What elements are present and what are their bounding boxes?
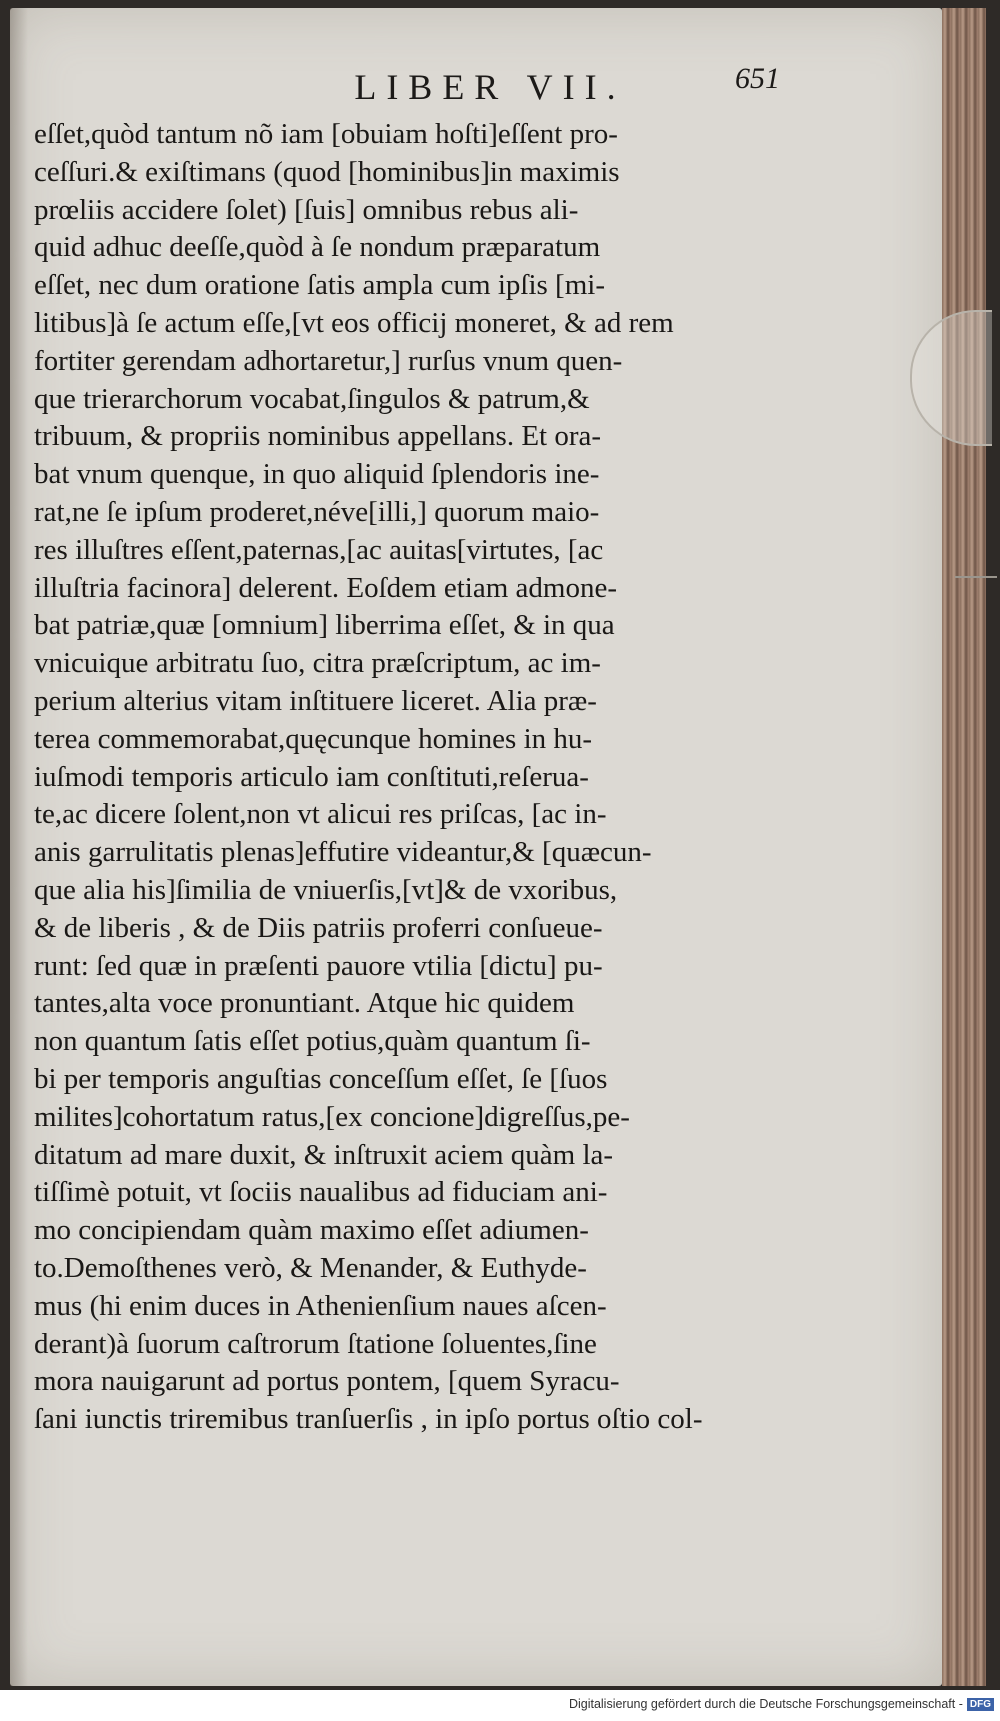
text-line: mus (hi enim duces in Athenienſium naues aſcen- [34,1289,607,1322]
digitization-credit [0,1697,994,1711]
text-line: eſſet,quòd tantum nõ iam [obuiam hoſti]eſſent pro- [34,118,618,150]
text-line: illuſtria facinora] delerent. Eoſdem etiam admone- [34,571,617,604]
text-line: milites]cohortatum ratus,[ex concione]digreſſus,pe- [34,1100,630,1133]
running-header: LIBER VII. [354,67,626,107]
text-line: rat,ne ſe ipſum proderet,néve[illi,] quorum maio- [34,495,600,528]
text-line: terea commemorabat,quęcunque homines in hu- [34,722,593,755]
credit-text: Digitalisierung gefördert durch die Deutsche Forschungsgemeinschaft - [568,1697,963,1711]
text-line: fortiter gerendam adhortaretur,] rurſus vnum quen- [34,344,623,377]
text-line: tiſſimè potuit, vt ſociis naualibus ad fiduciam ani- [34,1176,608,1209]
text-line: eſſet, nec dum oratione ſatis ampla cum ipſis [mi- [34,269,605,302]
text-line: perium alterius vitam inſtituere liceret. Alia præ- [34,684,597,717]
text-line: quid adhuc deeſſe,quòd à ſe nondum præparatum [34,231,601,264]
text-line: runt: ſed quæ in præſenti pauore vtilia [dictu] pu- [34,949,603,982]
text-line: to.Demoſthenes verò, & Menander, & Euthyde- [34,1251,587,1284]
text-line: prœliis accidere ſolet) [ſuis] omnibus rebus ali- [34,193,579,226]
text-line: vnicuique arbitratu ſuo, citra præſcriptum, ac im- [34,647,601,680]
margin-tick [955,576,997,578]
text-line: ditatum ad mare duxit, & inſtruxit aciem quàm la- [34,1138,614,1171]
text-line: & de liberis , & de Diis patriis proferri conſueue- [34,911,603,944]
text-line: iuſmodi temporis articulo iam conſtituti,reſerua- [34,760,589,793]
text-line: anis garrulitatis plenas]effutire videantur,& [quæcun- [34,836,652,869]
text-line: non quantum ſatis eſſet potius,quàm quantum ſi- [34,1025,591,1058]
text-line: ceſſuri.& exiſtimans (quod [hominibus]in maximis [34,155,620,188]
text-line: tribuum, & propriis nominibus appellans. Et ora- [34,420,602,453]
text-line: que trierarchorum vocabat,ſingulos & patrum,& [34,382,590,415]
text-line: tantes,alta voce pronuntiant. Atque hic quidem [34,987,575,1020]
text-line: ſani iunctis triremibus tranſuerſis , in ipſo portus oſtio col- [34,1403,703,1436]
text-line: que alia his]ſimilia de vniuerſis,[vt]& de vxoribus, [34,873,618,906]
dfg-logo: DFG [967,1698,994,1711]
text-line: bi per temporis anguſtias conceſſum eſſet, ſe [ſuos [34,1062,608,1095]
text-line: litibus]à ſe actum eſſe,[vt eos officij moneret, & ad rem [34,306,674,339]
text-line: bat patriæ,quæ [omnium] liberrima eſſet, & in qua [34,609,615,642]
text-line: mo concipiendam quàm maximo eſſet adiumen- [34,1214,589,1247]
text-line: bat vnum quenque, in quo aliquid ſplendoris ine- [34,458,600,491]
text-line: derant)à ſuorum caſtrorum ſtatione ſoluentes,ſine [34,1327,597,1360]
text-line: res illuſtres eſſent,paternas,[ac auitas[virtutes, [ac [34,533,604,566]
book-edge [942,8,986,1686]
body-text [34,116,746,1439]
text-line: mora nauigarunt ad portus pontem, [quem Syracu- [34,1365,620,1398]
page-number: 651 [735,62,780,95]
text-line: te,ac dicere ſolent,non vt alicui res priſcas, [ac in- [34,798,607,831]
